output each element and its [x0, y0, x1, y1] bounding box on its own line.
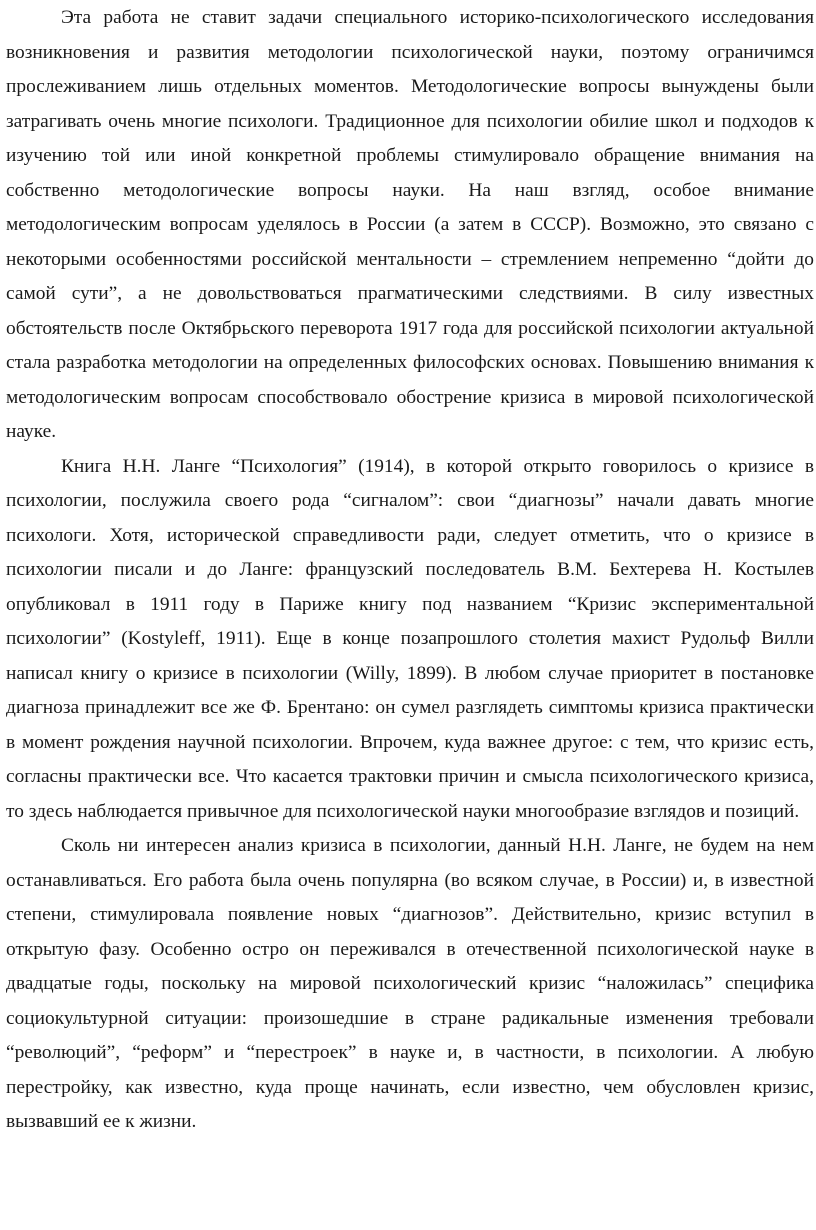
paragraph-3: Сколь ни интересен анализ кризиса в психологии, данный Н.Н. Ланге, не будем на нем останавливаться. Его работа была очень популярна (во всяком случае, в России) и, в известной степени, стимулировала появление новых “диагнозов”. Действительно, кризис вступил в открытую фазу. Особенно остро он переживался в отечественной психологической науке в двадцатые годы, поскольку на мировой психологический кризис “наложилась” специфика социокультурной ситуации: произошедшие в стране радикальные изменения требовали “революций”, “реформ” и “перестроек” в науке и, в частности, в психологии. А любую перестройку, как известно, куда проще начинать, если известно, чем обусловлен кризис, вызвавший ее к жизни.: [6, 835, 814, 1132]
paragraph-2: Книга Н.Н. Ланге “Психология” (1914), в которой открыто говорилось о кризисе в психологии, послужила своего рода “сигналом”: свои “диагнозы” начали давать многие психологи. Хотя, исторической справедливости ради, следует отметить, что о кризисе в психологии писали и до Ланге: французский последователь В.М. Бехтерева Н. Костылев опубликовал в 1911 году в Париже книгу под названием “Кризис экспериментальной психологии” (Kostyleff, 1911). Еще в конце позапрошлого столетия махист Рудольф Вилли написал книгу о кризисе в психологии (Willy, 1899). В любом случае приоритет в постановке диагноза принадлежит все же Ф. Брентано: он сумел разглядеть симптомы кризиса практически в момент рождения научной психологии. Впрочем, куда важнее другое: с тем, что кризис есть, согласны практически все. Что касается трактовки причин и смысла психологического кризиса, то здесь наблюдается привычное для психологической науки многообразие взглядов и позиций.: [6, 455, 814, 822]
paragraph-1: Эта работа не ставит задачи специального историко-психологического исследования возникновения и развития методологии психологической науки, поэтому ограничимся прослеживанием лишь отдельных моментов. Методологические вопросы вынуждены были затрагивать очень многие психологи. Традиционное для психологии обилие школ и подходов к изучению той или иной конкретной проблемы стимулировало обращение внимания на собственно методологические вопросы науки. На наш взгляд, особое внимание методологическим вопросам уделялось в России (а затем в СССР). Возможно, это связано с некоторыми особенностями российской ментальности – стремлением непременно “дойти до самой сути”, а не довольствоваться прагматическими следствиями. В силу известных обстоятельств после Октябрьского переворота 1917 года для российской психологии актуальной стала разработка методологии на определенных философских основах. Повышению внимания к методологическим вопросам способствовало обострение кризиса в мировой психологической науке.: [6, 7, 814, 442]
document-page: [6, 1, 814, 1140]
